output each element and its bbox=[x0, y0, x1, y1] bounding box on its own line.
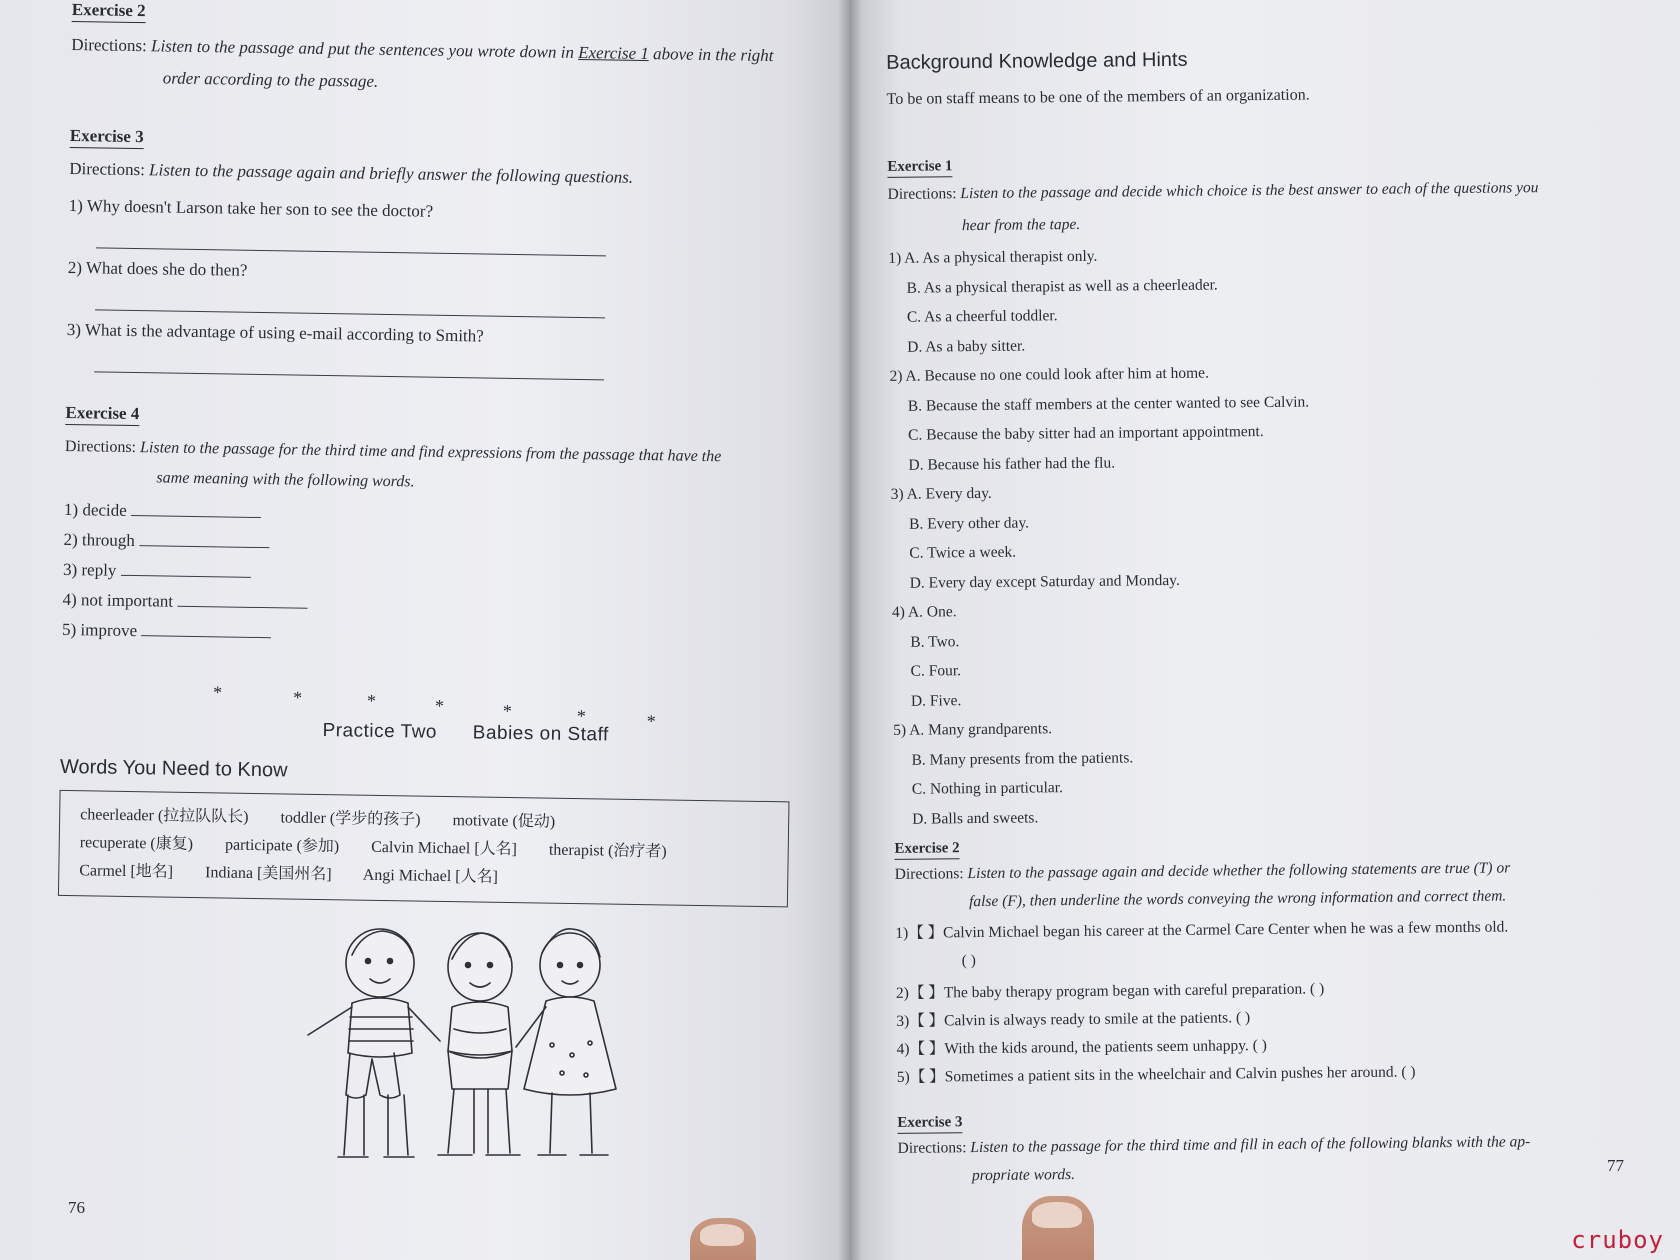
words-heading: Words You Need to Know bbox=[59, 755, 288, 782]
exercise-2r-heading: Exercise 2 bbox=[894, 840, 959, 860]
page-number-right: 77 bbox=[1607, 1156, 1624, 1175]
page-number-left: 76 bbox=[68, 1198, 85, 1217]
exercise-3r-directions: Directions: Listen to the passage for the third time and fill in each of the following blanks with the ap- bbox=[897, 1133, 1531, 1157]
exercise-4-item-1: 1) decide bbox=[64, 496, 261, 527]
exercise-1-q1-option[interactable]: D. As a baby sitter. bbox=[907, 336, 1026, 356]
exercise-1-directions-cont: hear from the tape. bbox=[961, 215, 1081, 235]
vocab-word: toddler (学步的孩子) bbox=[280, 809, 421, 829]
book-gutter bbox=[838, 0, 862, 1260]
exercise-3-directions: Directions: Listen to the passage again and briefly answer the following questions. bbox=[69, 158, 634, 187]
separator-star: * bbox=[434, 695, 445, 716]
exercise-1-directions: Directions: Listen to the passage and decide which choice is the best answer to each of the questions you bbox=[887, 179, 1539, 203]
exercise-3r-directions-cont: propriate words. bbox=[971, 1166, 1076, 1185]
statement-2: 2)【 】The baby therapy program began with careful preparation. ( ) bbox=[895, 980, 1325, 1002]
statement-1: 1)【 】Calvin Michael began his career at the Carmel Care Center when he was a few months old. bbox=[895, 918, 1509, 942]
separator-star: * bbox=[292, 687, 303, 708]
vocab-word: motivate (促动) bbox=[452, 812, 556, 831]
blank[interactable] bbox=[177, 591, 307, 609]
vocab-word: therapist (治疗者) bbox=[548, 841, 667, 861]
exercise-1-q2-option[interactable]: D. Because his father had the flu. bbox=[908, 454, 1116, 474]
exercise-1-q4-option[interactable]: B. Two. bbox=[910, 632, 960, 651]
left-page-content bbox=[59, 0, 842, 886]
answer-line-1[interactable] bbox=[96, 226, 606, 256]
exercise-3-heading: Exercise 3 bbox=[70, 126, 144, 149]
exercise-1-q1-option[interactable]: C. As a cheerful toddler. bbox=[906, 307, 1058, 326]
exercise-4-item-4: 4) not important bbox=[62, 586, 307, 618]
vocab-word: Angi Michael [人名] bbox=[362, 866, 499, 886]
exercise-4-heading: Exercise 4 bbox=[65, 403, 139, 426]
exercise-2-directions-cont: order according to the passage. bbox=[162, 68, 379, 91]
exercise-3r-heading: Exercise 3 bbox=[897, 1114, 962, 1134]
right-page bbox=[850, 0, 1680, 1260]
exercise-3-question-1: 1) Why doesn't Larson take her son to see the doctor? bbox=[68, 195, 434, 221]
exercise-3-question-2: 2) What does she do then? bbox=[67, 257, 248, 280]
blank[interactable] bbox=[139, 530, 269, 548]
exercise-1-q4-option[interactable]: 4) A. One. bbox=[891, 603, 957, 621]
exercise-1-q3-option[interactable]: C. Twice a week. bbox=[909, 543, 1017, 562]
separator-star: * bbox=[502, 700, 513, 721]
exercise-1-q2-option[interactable]: 2) A. Because no one could look after him at home. bbox=[889, 364, 1209, 385]
background-heading: Background Knowledge and Hints bbox=[886, 48, 1188, 74]
thumbnail-right bbox=[1032, 1202, 1082, 1228]
exercise-2r-directions: Directions: Listen to the passage again and decide whether the following statements are true (T) or bbox=[894, 859, 1511, 883]
exercise-1-heading: Exercise 1 bbox=[887, 158, 952, 178]
exercise-2-heading: Exercise 2 bbox=[72, 0, 146, 23]
blank[interactable] bbox=[141, 620, 271, 638]
exercise-4-item-5: 5) improve bbox=[62, 616, 272, 647]
exercise-1-q5-option[interactable]: B. Many presents from the patients. bbox=[911, 748, 1134, 769]
vocab-word: participate (参加) bbox=[224, 836, 340, 856]
statement-4: 4)【 】With the kids around, the patients seem unhappy. ( ) bbox=[896, 1037, 1267, 1058]
watermark: cruboy bbox=[1571, 1226, 1664, 1254]
exercise-1-q3-option[interactable]: 3) A. Every day. bbox=[890, 484, 992, 503]
exercise-1-q4-option[interactable]: C. Four. bbox=[910, 662, 962, 680]
statement-1-paren[interactable]: ( ) bbox=[961, 952, 976, 970]
exercise-2r-directions-cont: false (F), then underline the words conveying the wrong information and correct them. bbox=[968, 887, 1507, 911]
vocab-word: recuperate (康复) bbox=[79, 834, 194, 854]
children-illustration bbox=[290, 925, 650, 1185]
statement-3: 3)【 】Calvin is always ready to smile at the patients. ( ) bbox=[896, 1009, 1251, 1030]
exercise-1-q5-option[interactable]: 5) A. Many grandparents. bbox=[893, 720, 1053, 739]
answer-line-3[interactable] bbox=[94, 350, 604, 380]
separator-star: * bbox=[212, 682, 223, 703]
separator-star: * bbox=[366, 690, 377, 711]
exercise-1-q1-option[interactable]: 1) A. As a physical therapist only. bbox=[888, 247, 1098, 267]
statement-5: 5)【 】Sometimes a patient sits in the wheelchair and Calvin pushes her around. ( ) bbox=[896, 1063, 1416, 1086]
exercise-1-q1-option[interactable]: B. As a physical therapist as well as a cheerleader. bbox=[906, 275, 1218, 297]
separator-star: * bbox=[576, 706, 586, 727]
exercise-1-q3-option[interactable]: B. Every other day. bbox=[908, 513, 1030, 533]
vocab-word: Carmel [地名] bbox=[79, 862, 174, 881]
exercise-4-item-3: 3) reply bbox=[63, 556, 251, 587]
practice-title: Practice Two Babies on Staff bbox=[322, 720, 609, 746]
vocab-word: Indiana [美国州名] bbox=[204, 864, 332, 884]
exercise-4-directions-cont: same meaning with the following words. bbox=[156, 469, 415, 491]
exercise-1-q2-option[interactable]: B. Because the staff members at the center wanted to see Calvin. bbox=[907, 393, 1310, 415]
blank[interactable] bbox=[131, 500, 261, 518]
blank[interactable] bbox=[121, 560, 251, 578]
answer-line-2[interactable] bbox=[95, 288, 605, 318]
background-text: To be on staff means to be one of the members of an organization. bbox=[886, 86, 1310, 108]
exercise-1-q5-option[interactable]: C. Nothing in particular. bbox=[911, 779, 1064, 798]
vocab-word: Calvin Michael [人名] bbox=[371, 838, 518, 859]
vocab-word: cheerleader (拉拉队队长) bbox=[80, 806, 249, 826]
thumbnail-left bbox=[700, 1224, 744, 1246]
separator-star: * bbox=[646, 711, 656, 732]
exercise-1-q2-option[interactable]: C. Because the baby sitter had an important appointment. bbox=[908, 423, 1264, 444]
exercise-4-directions: Directions: Listen to the passage for the third time and find expressions from the passage that have the bbox=[64, 437, 722, 466]
exercise-1-q5-option[interactable]: D. Balls and sweets. bbox=[912, 808, 1039, 828]
exercise-1-q4-option[interactable]: D. Five. bbox=[910, 691, 962, 710]
exercise-3-question-3: 3) What is the advantage of using e-mail according to Smith? bbox=[66, 319, 484, 346]
exercise-1-options bbox=[888, 240, 1313, 834]
exercise-4-item-2: 2) through bbox=[63, 526, 269, 557]
exercise-2-directions: Directions: Listen to the passage and put the sentences you wrote down in Exercise 1 above in the right bbox=[71, 34, 774, 66]
exercise-1-q3-option[interactable]: D. Every day except Saturday and Monday. bbox=[909, 571, 1180, 592]
vocabulary-box bbox=[58, 790, 790, 907]
